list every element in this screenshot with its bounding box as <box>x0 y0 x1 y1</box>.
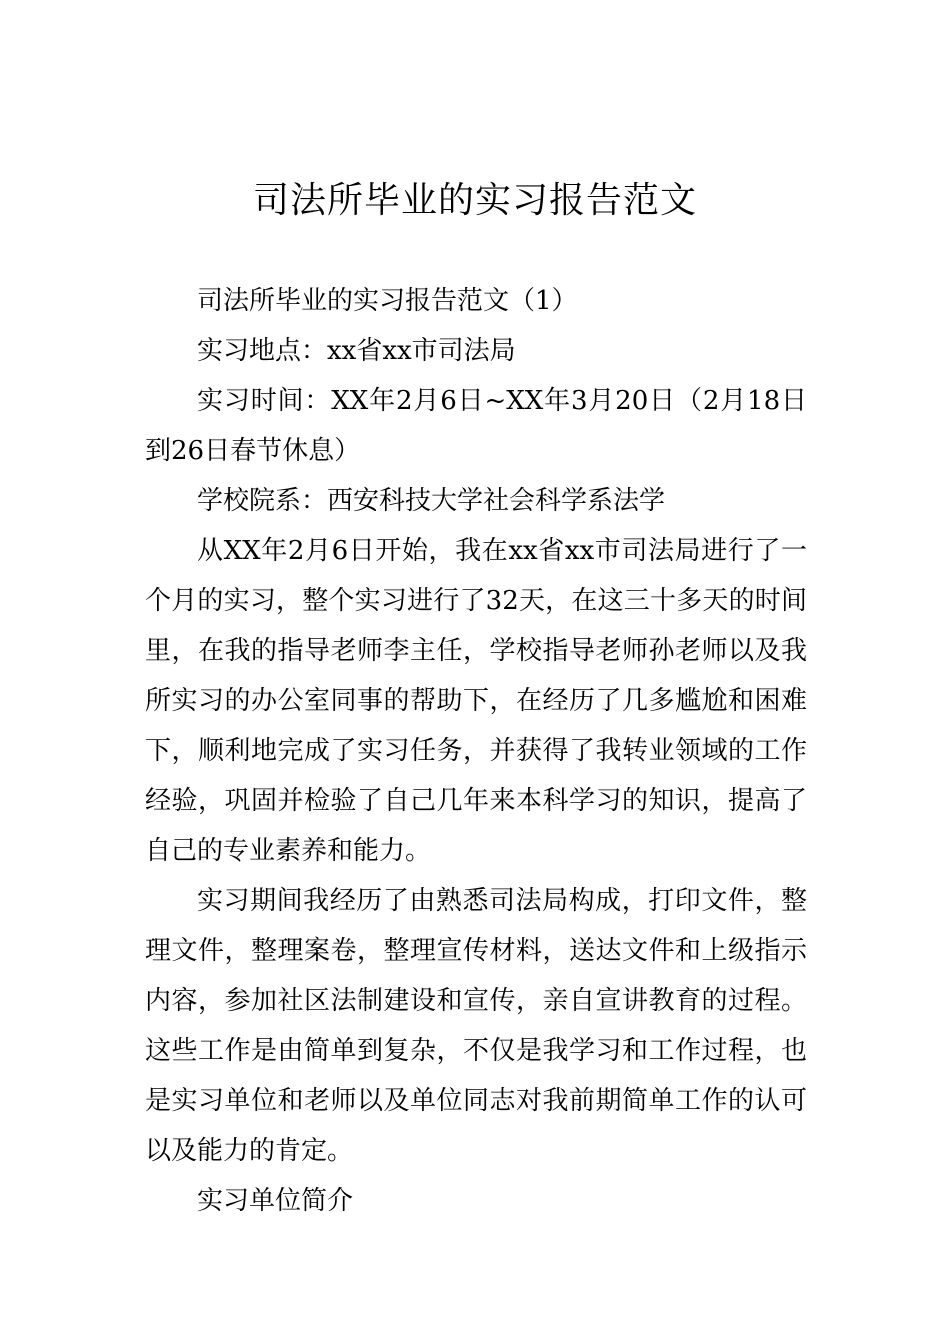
paragraph-location: 实习地点：xx省xx市司法局 <box>197 336 516 366</box>
document-title: 司法所毕业的实习报告范文 <box>252 180 697 221</box>
paragraph-school: 学校院系：西安科技大学社会科学系法学 <box>197 486 666 516</box>
paragraph-time: 实习时间：XX年2月6日~XX年3月20日（2月18日到26日春节休息） <box>145 386 807 466</box>
paragraph-intro: 从XX年2月6日开始，我在xx省xx市司法局进行了一个月的实习，整个实习进行了32天，在这三十多天的时间里，在我的指导老师李主任，学校指导老师孙老师以及我所实习的办公室同事的帮助下，在经历了几多尴尬和困难下，顺利地完成了实习任务，并获得了我转业领域的工作经验，巩固并检验了自己几年来本科学习的知识，提高了自己的专业素养和能力。 <box>145 536 807 866</box>
paragraph-subtitle: 司法所毕业的实习报告范文（1） <box>197 286 578 316</box>
paragraph-unit-heading: 实习单位简介 <box>197 1186 354 1216</box>
document-body <box>145 276 807 1226</box>
paragraph-work: 实习期间我经历了由熟悉司法局构成，打印文件，整理文件，整理案卷，整理宣传材料，送达文件和上级指示内容，参加社区法制建设和宣传，亲自宣讲教育的过程。这些工作是由简单到复杂，不仅是我学习和工作过程，也是实习单位和老师以及单位同志对我前期简单工作的认可以及能力的肯定。 <box>145 886 807 1166</box>
